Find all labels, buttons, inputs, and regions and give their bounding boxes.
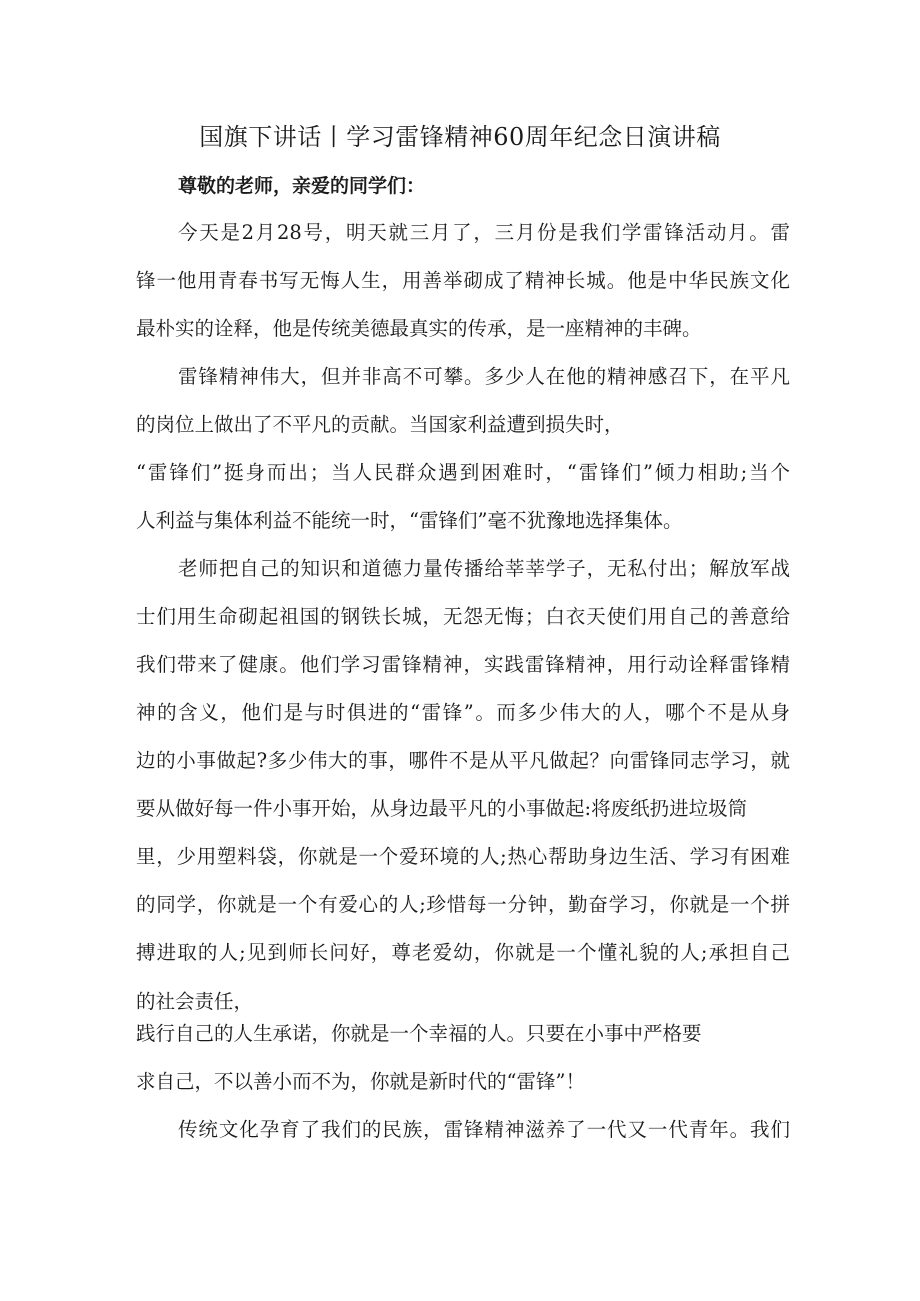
paragraph-line: 士们用生命砌起祖国的钢铁长城，无怨无悔；白衣天使们用自己的善意给 [136, 605, 790, 628]
paragraph-line: 里，少用塑料袋，你就是一个爱环境的人;热心帮助身边生活、学习有困难 [136, 845, 790, 868]
paragraph-line: 锋一他用青春书写无悔人生，用善举砌成了精神长城。他是中华民族文化 [136, 269, 790, 292]
document-title: 国旗下讲话丨学习雷锋精神60周年纪念日演讲稿 [199, 123, 721, 151]
paragraph-line: 最朴实的诠释，他是传统美德最真实的传承，是一座精神的丰碑。 [136, 317, 702, 340]
paragraph-line: 求自己，不以善小而不为，你就是新时代的“雷锋”！ [136, 1070, 585, 1093]
paragraph-line: “雷锋们”挺身而出；当人民群众遇到困难时，“雷锋们”倾力相助;当个 [136, 461, 790, 484]
paragraph-line: 的社会责任， [136, 990, 254, 1013]
paragraph-line: 神的含义，他们是与时俱进的“雷锋”。而多少伟大的人，哪个不是从身 [136, 701, 790, 724]
paragraph-line: 的同学，你就是一个有爱心的人;珍惜每一分钟，勤奋学习，你就是一个拼 [136, 893, 790, 916]
paragraph-line: 老师把自己的知识和道德力量传播给莘莘学子，无私付出；解放军战 [178, 557, 790, 580]
paragraph-line: 我们带来了健康。他们学习雷锋精神，实践雷锋精神，用行动诠释雷锋精 [136, 653, 790, 676]
paragraph-line: 要从做好每一件小事开始，从身边最平凡的小事做起:将废纸扔进垃圾筒 [136, 797, 748, 820]
paragraph-line: 边的小事做起?多少伟大的事，哪件不是从平凡做起？向雷锋同志学习，就 [136, 749, 790, 772]
paragraph-line: 雷锋精神伟大，但并非高不可攀。多少人在他的精神感召下，在平凡 [178, 365, 790, 388]
paragraph-line: 今天是2月28号，明天就三月了，三月份是我们学雷锋活动月。雷 [178, 221, 790, 244]
paragraph-line: 的岗位上做出了不平凡的贡献。当国家利益遭到损失时， [136, 413, 624, 436]
paragraph-line: 践行自己的人生承诺，你就是一个幸福的人。只要在小事中严格要 [136, 1022, 702, 1045]
paragraph-line: 人利益与集体利益不能统一时，“雷锋们”毫不犹豫地选择集体。 [136, 509, 683, 532]
greeting: 尊敬的老师，亲爱的同学们： [178, 175, 426, 197]
paragraph-line: 传统文化孕育了我们的民族，雷锋精神滋养了一代又一代青年。我们 [178, 1118, 790, 1141]
paragraph-line: 搏进取的人;见到师长问好，尊老爱幼，你就是一个懂礼貌的人;承担自己 [136, 941, 790, 964]
